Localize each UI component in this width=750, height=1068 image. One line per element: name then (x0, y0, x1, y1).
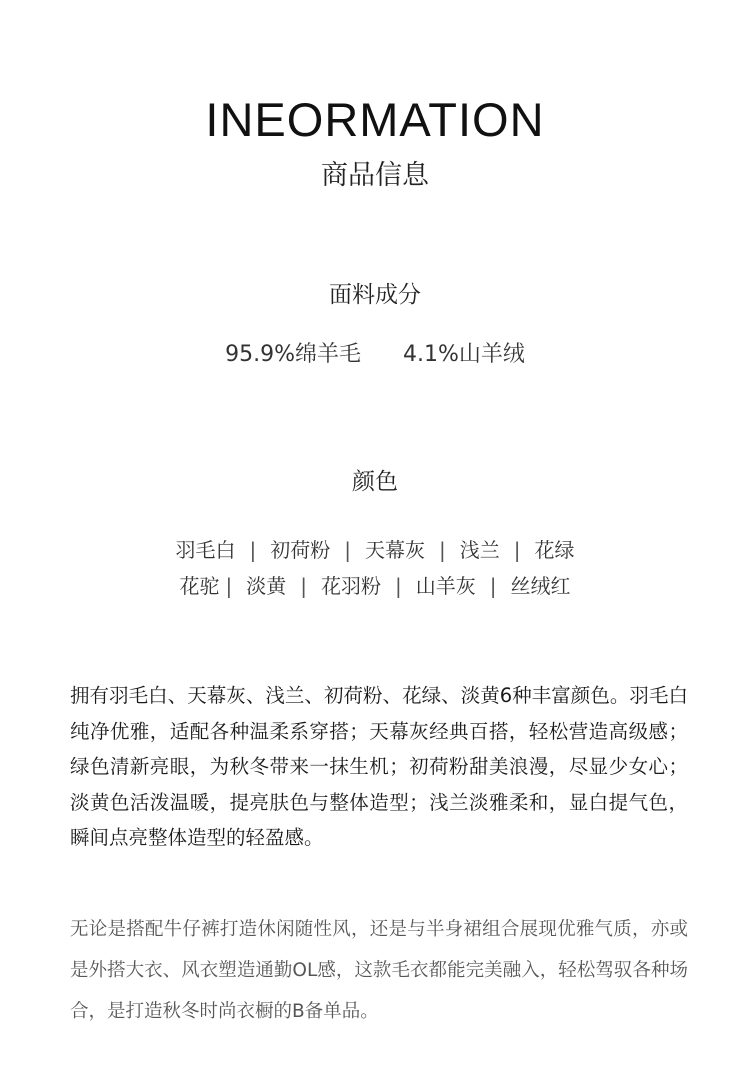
color-heading: 颜色 (352, 469, 398, 495)
fabric-value-wool: 95.9%绵羊毛 (225, 342, 361, 367)
color-separator: | (513, 538, 521, 562)
color-option: 花羽粉 (321, 574, 381, 598)
color-description-paragraph: 拥有羽毛白、天幕灰、浅兰、初荷粉、花绿、淡黄6种丰富颜色。羽毛白纯净优雅，适配各种温柔系穿搭；天幕灰经典百搭，轻松营造高级感；绿色清新亮眼，为秋冬带来一抹生机；初荷粉甜美浪漫，尽显少女心；淡黄色活泼温暖，提亮肤色与整体造型；浅兰淡雅柔和，显白提气色，瞬间点亮整体造型的轻盈感。 (70, 684, 688, 849)
page-title-english: INEORMATION (205, 93, 545, 146)
page-title-chinese: 商品信息 (321, 160, 429, 191)
color-separator: | (225, 574, 233, 598)
color-option: 花绿 (534, 538, 575, 562)
color-separator: | (489, 574, 497, 598)
color-option: 花驼 (179, 574, 220, 598)
color-option: 淡黄 (246, 574, 287, 598)
color-option: 浅兰 (459, 538, 500, 562)
color-separator: | (439, 538, 446, 562)
color-list-row-1 (0, 535, 750, 565)
color-option: 初荷粉 (270, 538, 331, 562)
color-separator: | (395, 574, 402, 598)
color-separator: | (344, 538, 351, 562)
color-option: 羽毛白 (175, 538, 236, 562)
color-list-row-2 (0, 571, 750, 601)
fabric-composition (0, 340, 750, 370)
color-option: 山羊灰 (415, 574, 476, 598)
color-option: 天幕灰 (365, 538, 425, 562)
styling-description-paragraph: 无论是搭配牛仔裤打造休闲随性风，还是与半身裙组合展现优雅气质，亦或是外搭大衣、风衣塑造通勤OL感，这款毛衣都能完美融入，轻松驾驭各种场合，是打造秋冬时尚衣橱的B备单品。 (70, 919, 688, 1022)
color-option: 丝绒红 (510, 574, 571, 598)
color-separator: | (249, 538, 257, 562)
fabric-heading: 面料成分 (329, 282, 421, 308)
fabric-value-cashmere: 4.1%山羊绒 (402, 342, 525, 367)
color-separator: | (300, 574, 307, 598)
